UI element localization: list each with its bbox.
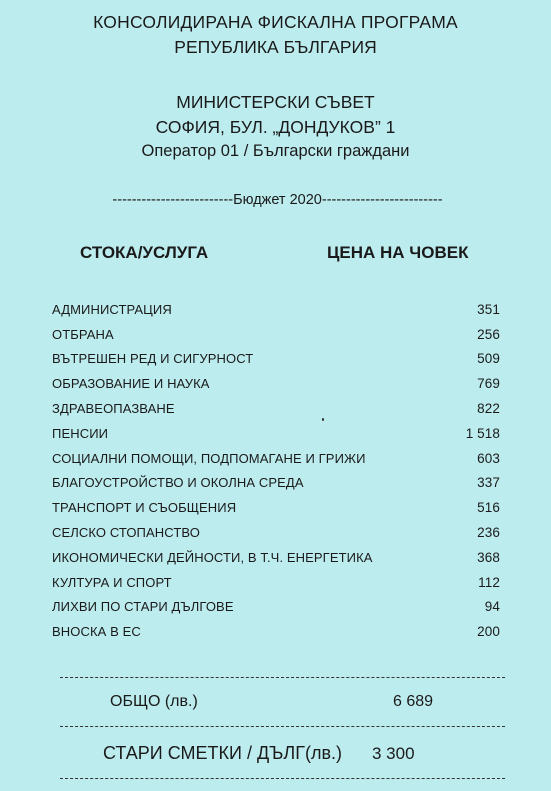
item-label: СЕЛСКО СТОПАНСТВО bbox=[52, 525, 200, 541]
list-item bbox=[52, 495, 500, 520]
item-value: 822 bbox=[477, 401, 500, 417]
debt-label: СТАРИ СМЕТКИ / ДЪЛГ(лв.) bbox=[103, 743, 343, 763]
list-item bbox=[52, 471, 500, 496]
item-label: КУЛТУРА И СПОРТ bbox=[52, 574, 172, 590]
item-value: 1 518 bbox=[465, 425, 500, 441]
divider bbox=[60, 677, 505, 678]
item-value: 236 bbox=[477, 525, 500, 541]
list-item bbox=[52, 446, 500, 471]
total-label: ОБЩО (лв.) bbox=[110, 693, 198, 710]
list-item bbox=[52, 595, 500, 620]
item-label: ЗДРАВЕОПАЗВАНЕ bbox=[52, 401, 175, 417]
items-list bbox=[52, 297, 500, 644]
list-item bbox=[52, 545, 500, 570]
item-label: ИКОНОМИЧЕСКИ ДЕЙНОСТИ, В Т.Ч. ЕНЕРГЕТИКА bbox=[52, 549, 373, 565]
list-item bbox=[52, 297, 500, 322]
item-value: 351 bbox=[477, 301, 500, 317]
receipt-title: КОНСОЛИДИРАНА ФИСКАЛНА ПРОГРАМА bbox=[93, 12, 458, 32]
item-label: СОЦИАЛНИ ПОМОЩИ, ПОДПОМАГАНЕ И ГРИЖИ bbox=[52, 450, 366, 466]
list-item bbox=[52, 520, 500, 545]
list-item bbox=[52, 322, 500, 347]
item-value: 368 bbox=[477, 549, 500, 565]
item-label: ОБРАЗОВАНИЕ И НАУКА bbox=[52, 376, 210, 392]
debt-value: 3 300 bbox=[372, 744, 415, 763]
item-label: ВЪТРЕШЕН РЕД И СИГУРНОСТ bbox=[52, 351, 254, 367]
item-label: ЛИХВИ ПО СТАРИ ДЪЛГОВЕ bbox=[52, 599, 234, 615]
column-header-item: СТОКА/УСЛУГА bbox=[80, 243, 209, 262]
list-item bbox=[52, 396, 500, 421]
total-value: 6 689 bbox=[393, 693, 434, 710]
item-value: 200 bbox=[477, 624, 500, 640]
receipt-subtitle: РЕПУБЛИКА БЪЛГАРИЯ bbox=[174, 37, 377, 57]
list-item bbox=[52, 371, 500, 396]
divider bbox=[60, 726, 505, 727]
paper-speck bbox=[322, 418, 324, 421]
item-label: ВНОСКА В ЕС bbox=[52, 624, 141, 640]
issuer-name: МИНИСТЕРСКИ СЪВЕТ bbox=[176, 92, 375, 112]
item-label: ОТБРАНА bbox=[52, 326, 114, 342]
column-header-price: ЦЕНА НА ЧОВЕК bbox=[327, 243, 469, 262]
list-item bbox=[52, 570, 500, 595]
list-item bbox=[52, 619, 500, 644]
list-item bbox=[52, 421, 500, 446]
item-value: 509 bbox=[477, 351, 500, 367]
item-label: БЛАГОУСТРОЙСТВО И ОКОЛНА СРЕДА bbox=[52, 475, 304, 491]
item-label: АДМИНИСТРАЦИЯ bbox=[52, 301, 172, 317]
item-label: ТРАНСПОРТ И СЪОБЩЕНИЯ bbox=[52, 500, 237, 516]
item-value: 769 bbox=[477, 376, 500, 392]
item-label: ПЕНСИИ bbox=[52, 425, 109, 441]
issuer-address: СОФИЯ, БУЛ. „ДОНДУКОВ” 1 bbox=[155, 117, 396, 137]
budget-year-separator: -------------------------Бюджет 2020------------------------- bbox=[112, 192, 443, 208]
operator-line: Оператор 01 / Български граждани bbox=[141, 142, 410, 160]
list-item bbox=[52, 347, 500, 372]
item-value: 112 bbox=[478, 574, 500, 590]
item-value: 516 bbox=[477, 500, 500, 516]
divider bbox=[60, 778, 505, 779]
item-value: 603 bbox=[477, 450, 500, 466]
item-value: 94 bbox=[484, 599, 500, 615]
item-value: 337 bbox=[477, 475, 500, 491]
item-value: 256 bbox=[477, 326, 500, 342]
